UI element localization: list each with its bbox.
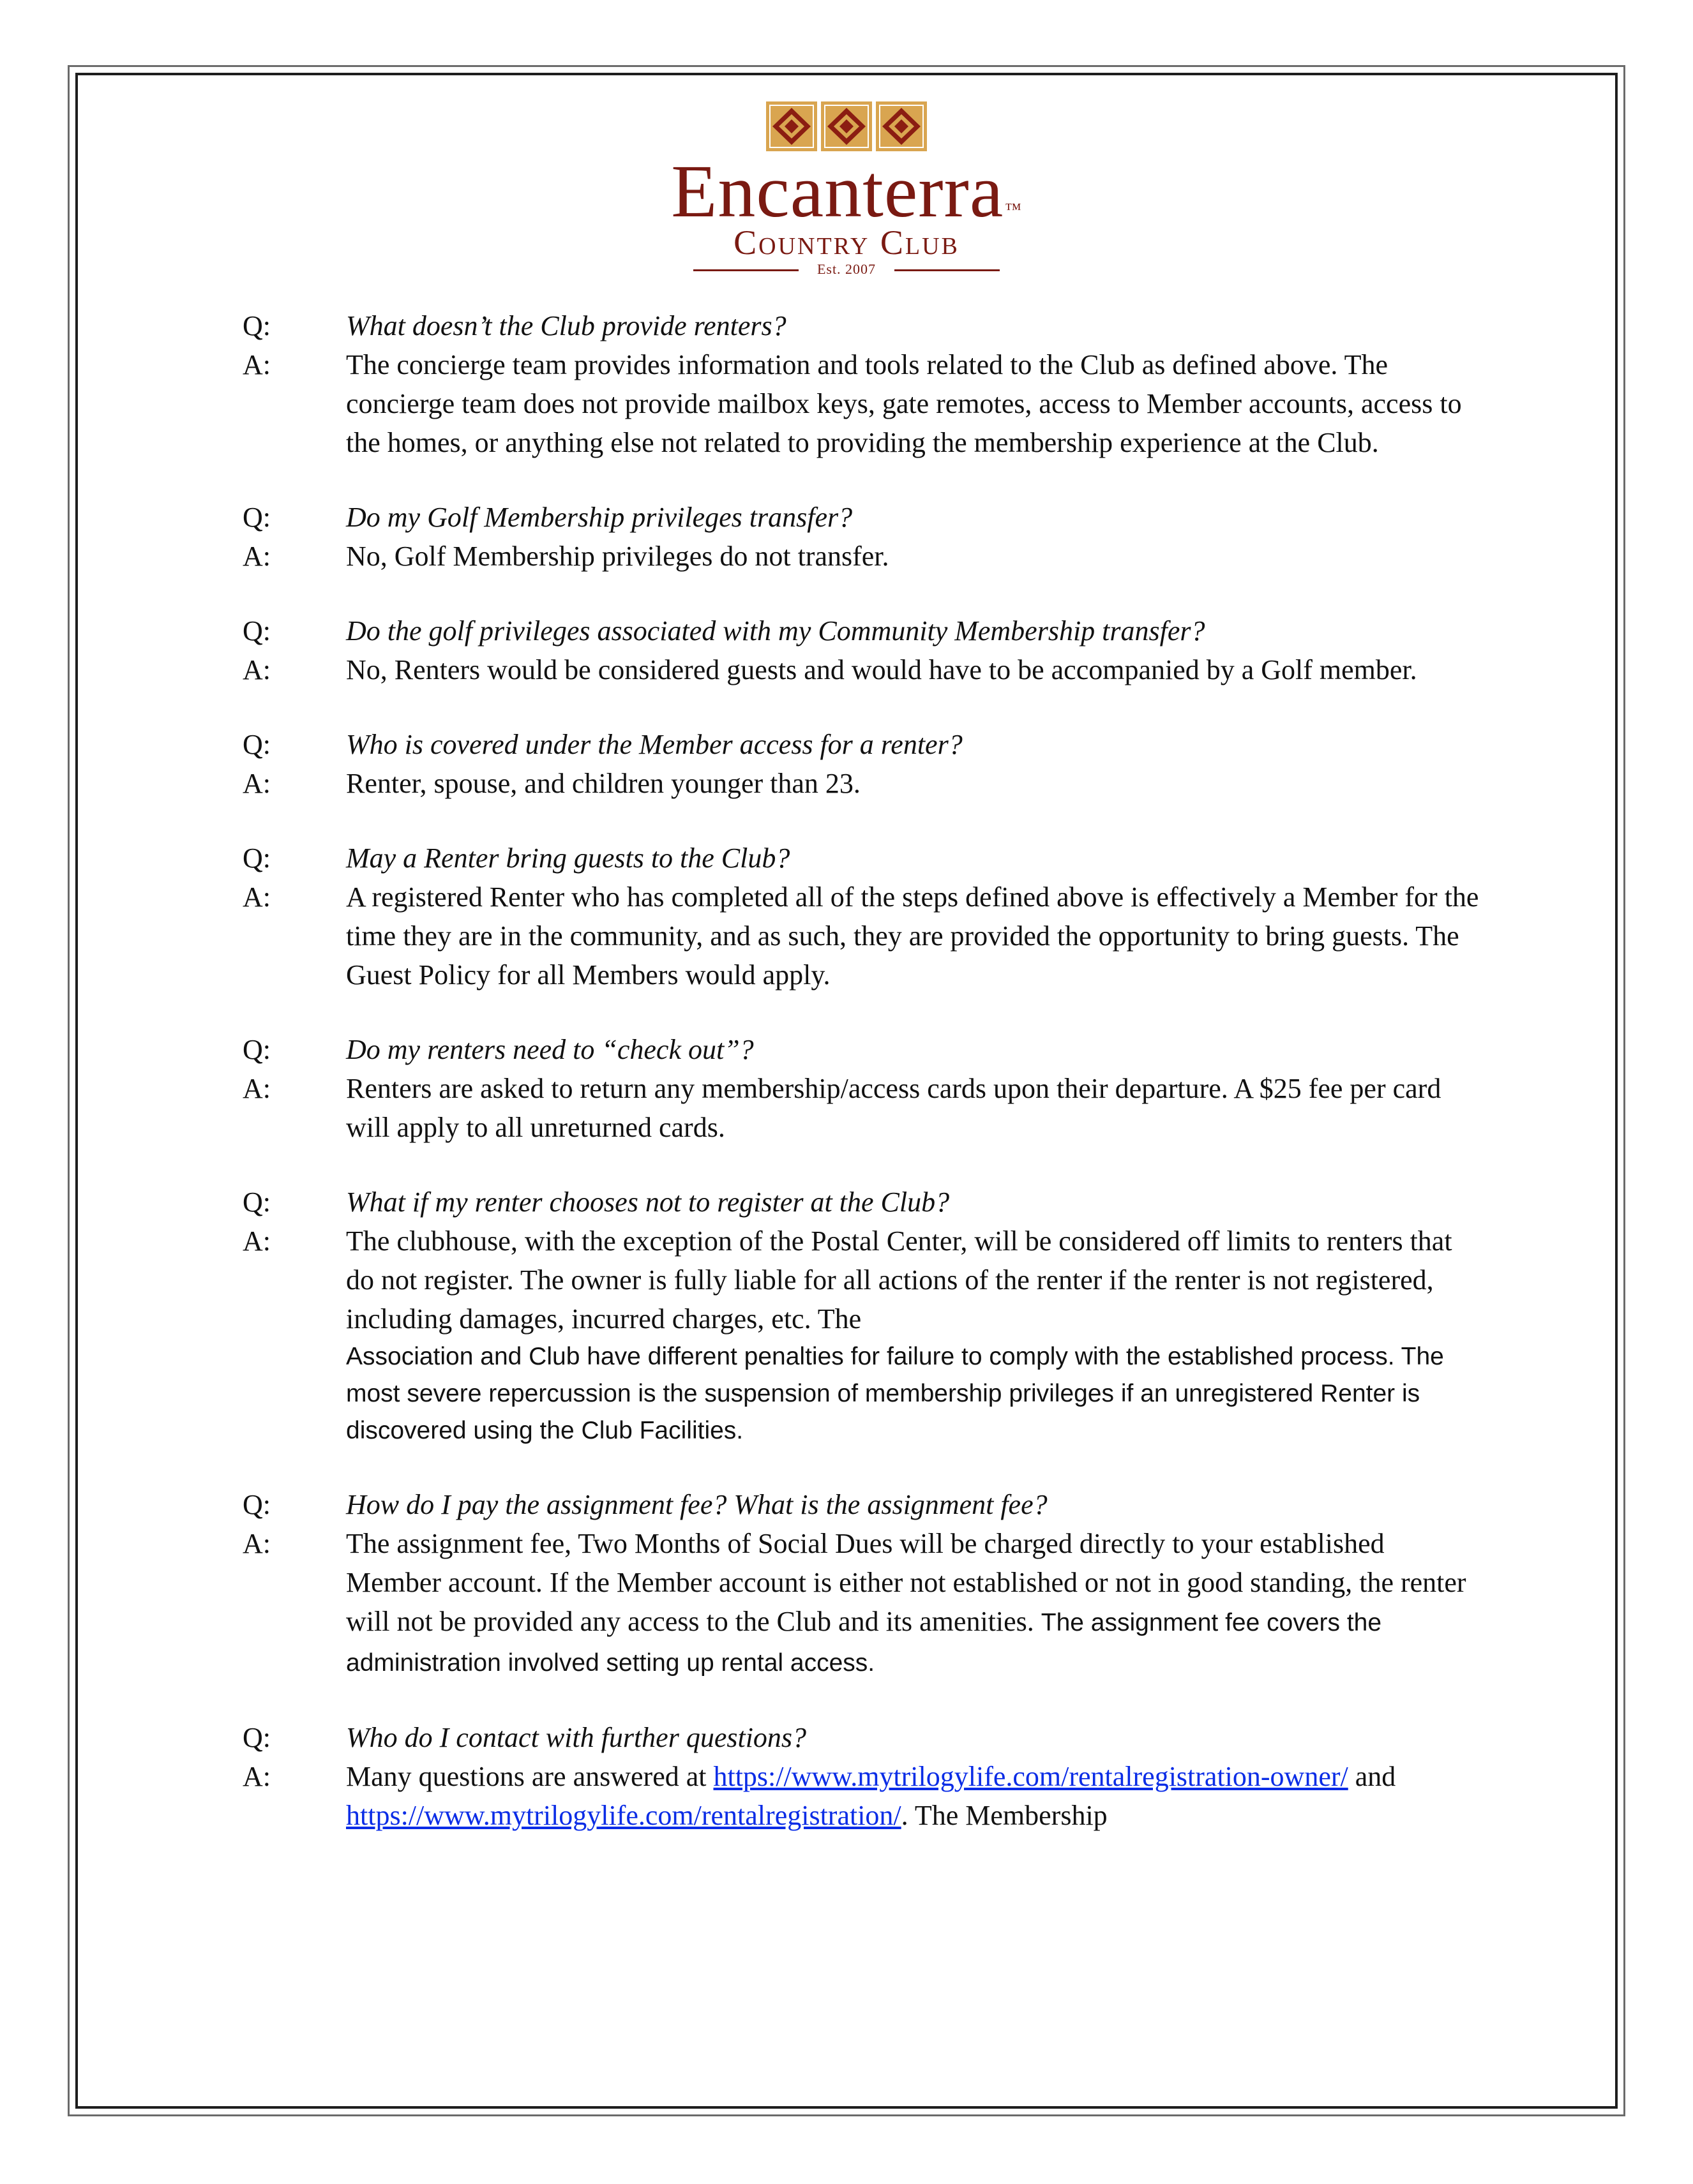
divider [693, 269, 799, 271]
logo-wordmark: Encanterra™ [671, 149, 1022, 233]
faq-item [243, 1718, 1481, 1835]
faq-question: Q: Do my Golf Membership privileges transfer? [243, 502, 853, 533]
faq-item [243, 306, 1481, 462]
logo-subtitle: Country Club [734, 223, 959, 262]
faq-item [243, 1183, 1481, 1449]
faq-question: Q: Do my renters need to “check out”? [243, 1034, 754, 1065]
faq-answer: A: The assignment fee, Two Months of Social Dues will be charged directly to your established Member account. If the Member account is either not established or not in good standing, the renter will not be provided any access to the Club and its amenities. The assignment fee covers the administration involved setting up rental access. [243, 1528, 1466, 1677]
faq-item [243, 611, 1481, 689]
faq-item [243, 498, 1481, 576]
faq-item [243, 725, 1481, 803]
faq-question: Q: Who is covered under the Member access for a renter? [243, 729, 963, 760]
diamond-tiles-icon [765, 99, 928, 154]
faq-question: Q: May a Renter bring guests to the Club? [243, 842, 790, 874]
faq-item [243, 1485, 1481, 1682]
faq-question: Q: How do I pay the assignment fee? What is the assignment fee? [243, 1489, 1048, 1520]
faq-answer: A: Many questions are answered at https://www.mytrilogylife.com/rentalregistration-owner/ and https://www.mytrilogylife.com/rentalregistration/. The Membership [243, 1761, 1396, 1831]
faq-question: Q: What if my renter chooses not to register at the Club? [243, 1186, 950, 1218]
faq-question: Q: Do the golf privileges associated with my Community Membership transfer? [243, 615, 1205, 647]
faq-answer: A: The concierge team provides information and tools related to the Club as defined above. The concierge team does not provide mailbox keys, gate remotes, access to Member accounts, access to the homes, or anything else not related to providing the membership experience at the Club. [243, 349, 1462, 458]
faq-question: Q: What doesn’t the Club provide renters? [243, 310, 786, 341]
logo-established: Est. 2007 [693, 260, 1000, 279]
faq-answer: A: A registered Renter who has completed all of the steps defined above is effectively a Member for the time they are in the community, and as such, they are provided the opportunity to bring guests. The Guest Policy for all Members would apply. [243, 881, 1479, 991]
faq-answer: A: No, Golf Membership privileges do not transfer. [243, 541, 889, 572]
rental-registration-link[interactable]: https://www.mytrilogylife.com/rentalregistration/ [346, 1800, 901, 1831]
faq-item [243, 1030, 1481, 1147]
owner-registration-link[interactable]: https://www.mytrilogylife.com/rentalregistration-owner/ [713, 1761, 1348, 1792]
divider [894, 269, 1000, 271]
faq-list [243, 306, 1481, 1871]
club-logo [658, 99, 1035, 277]
faq-answer: A: The clubhouse, with the exception of the Postal Center, will be considered off limits to renters that do not register. The owner is fully liable for all actions of the renter if the renter is not registered, including damages, incurred charges, etc. The Association and Club have different penalties for failure to comply with the established process. The most severe repercussion is the suspension of membership privileges if an unregistered Renter is discovered using the Club Facilities. [243, 1225, 1452, 1444]
faq-answer: A: Renter, spouse, and children younger than 23. [243, 768, 861, 799]
faq-answer: A: Renters are asked to return any membership/access cards upon their departure. A $25 fee per card will apply to all unreturned cards. [243, 1073, 1441, 1143]
faq-question: Q: Who do I contact with further questions? [243, 1722, 807, 1753]
faq-answer: A: No, Renters would be considered guests and would have to be accompanied by a Golf member. [243, 654, 1417, 685]
faq-item [243, 839, 1481, 994]
